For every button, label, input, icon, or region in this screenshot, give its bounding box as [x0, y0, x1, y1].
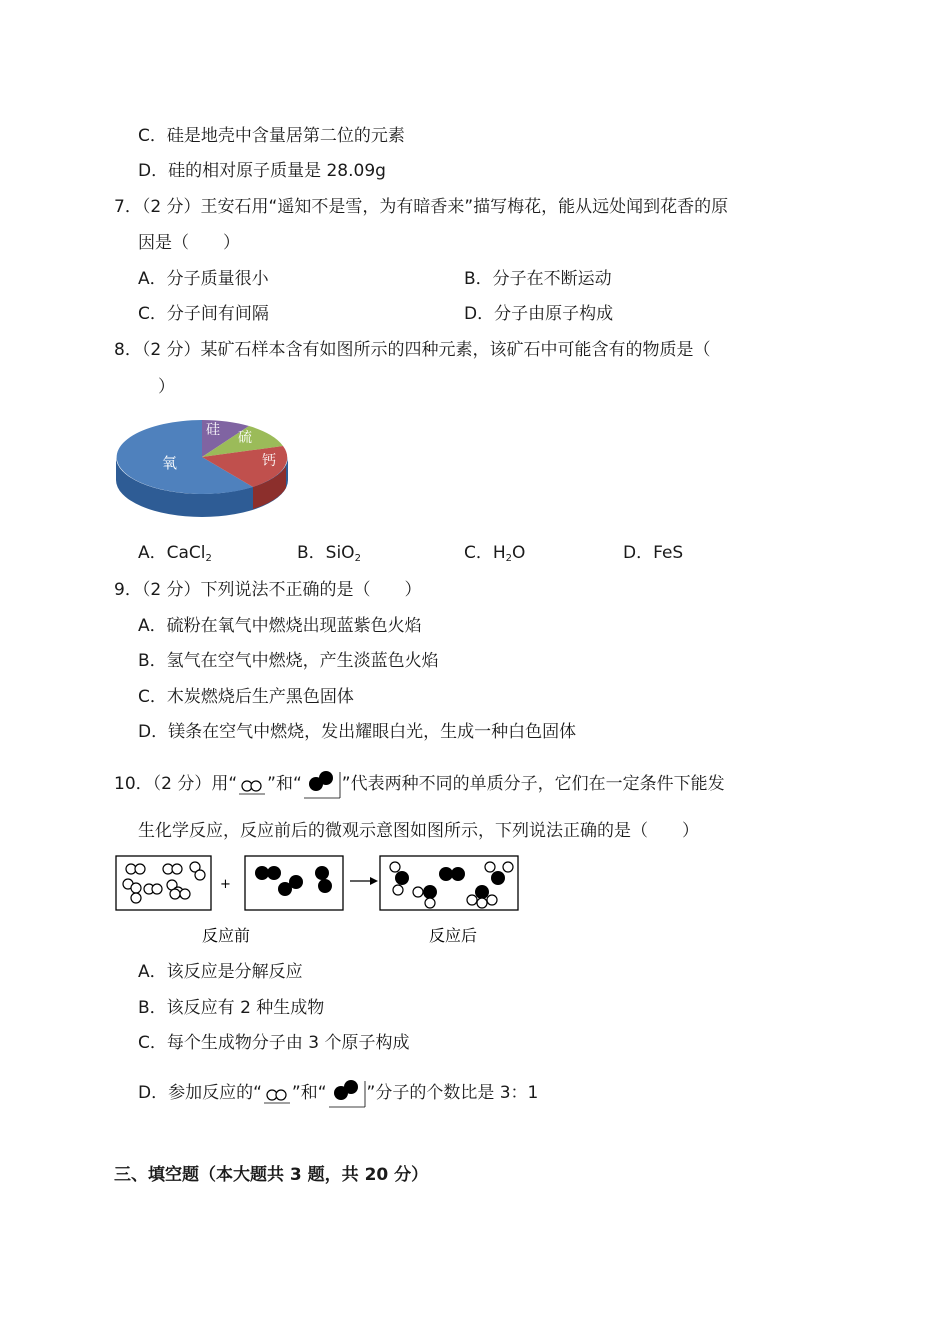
q7-option-b: B．分子在不断运动: [464, 269, 612, 289]
q8-option-b: [297, 542, 361, 570]
q7-option-d: D．分子由原子构成: [464, 304, 614, 324]
q8-option-c: [464, 542, 525, 570]
black-molecule-icon: [327, 1077, 367, 1109]
section-3-heading: 三、填空题（本大题共 3 题，共 20 分）: [114, 1165, 429, 1185]
q10-reaction-diagram: [112, 852, 527, 947]
q9-option-a: A．硫粉在氧气中燃烧出现蓝紫色火焰: [138, 616, 422, 636]
q8-option-c-formula-pre: H: [492, 543, 506, 563]
q9-stem: 9．（2 分）下列说法不正确的是（ ）: [114, 580, 422, 600]
white-molecule-icon: [262, 1081, 292, 1105]
q8-option-b-subscript: 2: [354, 553, 361, 564]
q10-stem-line1: [114, 768, 725, 800]
q9-option-c: C．木炭燃烧后生产黑色固体: [138, 687, 354, 707]
q8-option-a-subscript: 2: [205, 553, 212, 564]
q10-stem-part-a: 10．（2 分）用“: [114, 774, 238, 794]
q8-option-c-subscript: 2: [505, 553, 513, 564]
q10-option-b: B．该反应有 2 种生成物: [138, 998, 325, 1018]
q6-option-c: C．硅是地壳中含量居第二位的元素: [138, 126, 405, 146]
q7-stem-line2: 因是（ ）: [138, 233, 240, 253]
q10-option-d-part-b: ”和“: [291, 1083, 327, 1103]
q8-stem-line2: ）: [158, 377, 175, 397]
q10-option-a: A．该反应是分解反应: [138, 962, 303, 982]
q8-stem-line1: 8．（2 分）某矿石样本含有如图所示的四种元素，该矿石中可能含有的物质是（: [114, 340, 711, 360]
label-before-reaction: 反应前: [202, 926, 251, 945]
q9-option-d: D．镁条在空气中燃烧，发出耀眼白光，生成一种白色固体: [138, 722, 577, 742]
plus-sign: +: [220, 877, 231, 892]
q10-option-d-part-a: D．参加反应的“: [138, 1083, 262, 1103]
q7-stem-line1: 7．（2 分）王安石用“遥知不是雪，为有暗香来”描写梅花，能从远处闻到花香的原: [114, 197, 729, 217]
label-after-reaction: 反应后: [429, 926, 478, 945]
q8-pie-chart: [112, 410, 292, 518]
q8-option-a-formula: CaCl: [166, 543, 206, 563]
q8-option-d: D．FeS: [623, 543, 684, 563]
q8-option-c-prefix: C．: [464, 543, 493, 563]
q10-option-c: C．每个生成物分子由 3 个原子构成: [138, 1033, 410, 1053]
black-molecule-icon: [302, 768, 342, 800]
q6-option-d: D．硅的相对原子质量是 28.09g: [138, 161, 386, 181]
pie-label-sulfur: 硫: [238, 430, 252, 446]
q8-option-a-prefix: A．: [138, 543, 167, 563]
q8-option-b-prefix: B．: [297, 543, 326, 563]
q10-stem-part-b: ”和“: [267, 774, 302, 794]
white-molecule-icon: [237, 772, 267, 796]
pie-label-oxygen: 氧: [162, 454, 178, 472]
q10-stem-part-c: ”代表两种不同的单质分子，它们在一定条件下能发: [341, 774, 725, 794]
q10-stem-line2: 生化学反应，反应前后的微观示意图如图所示，下列说法正确的是（ ）: [138, 821, 699, 841]
q8-option-a: [138, 542, 212, 570]
q8-option-c-formula-post: O: [512, 543, 526, 563]
q7-option-a: A．分子质量很小: [138, 269, 269, 289]
q10-option-d-part-c: ”分子的个数比是 3：1: [366, 1083, 539, 1103]
pie-label-calcium: 钙: [262, 453, 276, 469]
pie-label-silicon: 硅: [206, 422, 220, 438]
q9-option-b: B．氢气在空气中燃烧，产生淡蓝色火焰: [138, 651, 439, 671]
q8-option-b-formula: SiO: [325, 543, 355, 563]
arrow-head: [370, 877, 378, 885]
q7-option-c: C．分子间有间隔: [138, 304, 269, 324]
q10-option-d: [138, 1077, 538, 1109]
